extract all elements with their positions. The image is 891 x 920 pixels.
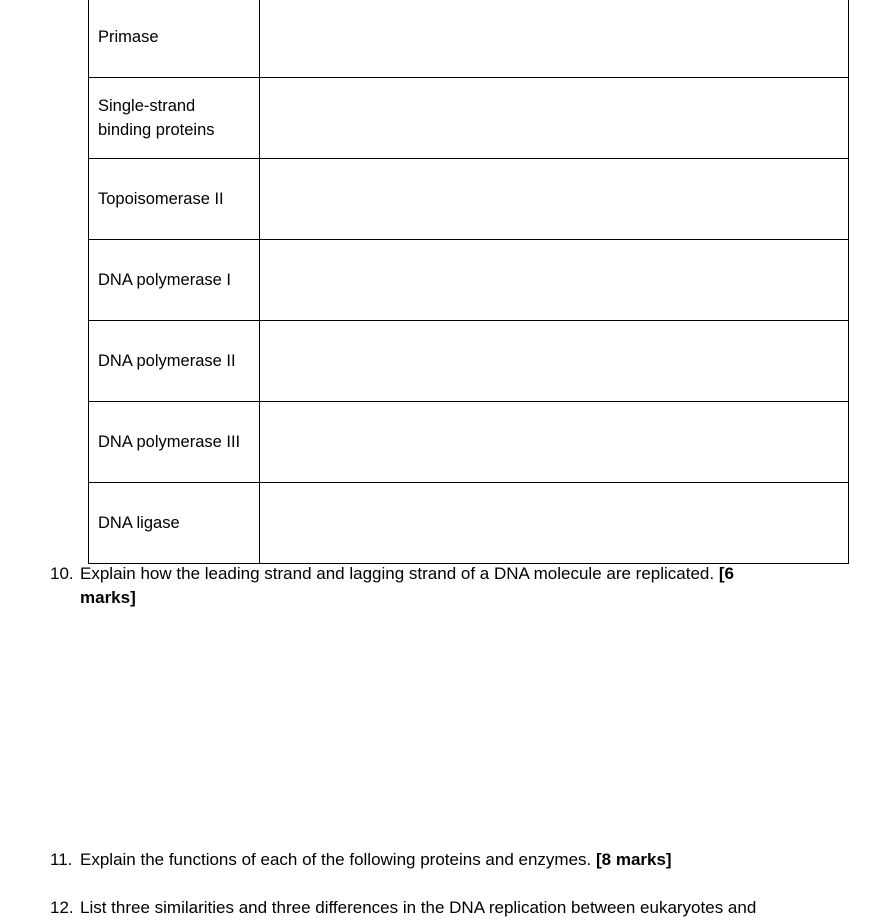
enzyme-name-cell xyxy=(89,78,260,159)
function-answer-cell[interactable] xyxy=(260,483,849,564)
question-number: 12. xyxy=(50,898,74,917)
enzyme-name-cell xyxy=(89,159,260,240)
enzyme-name: DNA polymerase II xyxy=(98,352,236,370)
enzyme-name: Primase xyxy=(98,28,159,46)
enzyme-name: binding proteins xyxy=(98,121,215,139)
enzyme-name: DNA ligase xyxy=(98,514,180,532)
question-text xyxy=(80,562,790,610)
question-number: 11. xyxy=(50,850,73,869)
enzyme-name: DNA polymerase III xyxy=(98,433,241,451)
function-answer-cell[interactable] xyxy=(260,321,849,402)
question-prompt: Explain the functions of each of the following proteins and enzymes. xyxy=(80,850,596,869)
table-row xyxy=(89,483,849,564)
enzyme-name-cell xyxy=(89,483,260,564)
enzyme-name-cell xyxy=(89,0,260,78)
enzyme-name-cell xyxy=(89,402,260,483)
question-prompt: List three similarities and three differences in the DNA replication between eukaryotes and xyxy=(80,898,757,917)
function-answer-cell[interactable] xyxy=(260,0,849,78)
enzyme-name-cell xyxy=(89,240,260,321)
table-row xyxy=(89,0,849,78)
question-11 xyxy=(50,848,850,872)
question-text xyxy=(80,896,870,920)
table-row xyxy=(89,240,849,321)
question-12 xyxy=(50,896,870,920)
table-row xyxy=(89,321,849,402)
function-answer-cell[interactable] xyxy=(260,78,849,159)
question-marks: [8 marks] xyxy=(595,850,672,869)
enzyme-name-cell xyxy=(89,321,260,402)
enzyme-name: DNA polymerase I xyxy=(98,271,231,289)
enzyme-function-table xyxy=(88,0,849,564)
function-answer-cell[interactable] xyxy=(260,159,849,240)
question-number: 10. xyxy=(50,564,74,583)
enzyme-name: Single-strand xyxy=(98,97,196,115)
question-text xyxy=(80,848,850,872)
function-answer-cell[interactable] xyxy=(260,402,849,483)
enzyme-name: Topoisomerase II xyxy=(98,190,224,208)
table-row xyxy=(89,402,849,483)
question-10 xyxy=(50,562,790,610)
question-prompt: Explain how the leading strand and lagging strand of a DNA molecule are replicated. xyxy=(80,564,719,583)
question-marks: [6 marks] xyxy=(80,564,734,607)
table-row xyxy=(89,159,849,240)
function-answer-cell[interactable] xyxy=(260,240,849,321)
table-row xyxy=(89,78,849,159)
